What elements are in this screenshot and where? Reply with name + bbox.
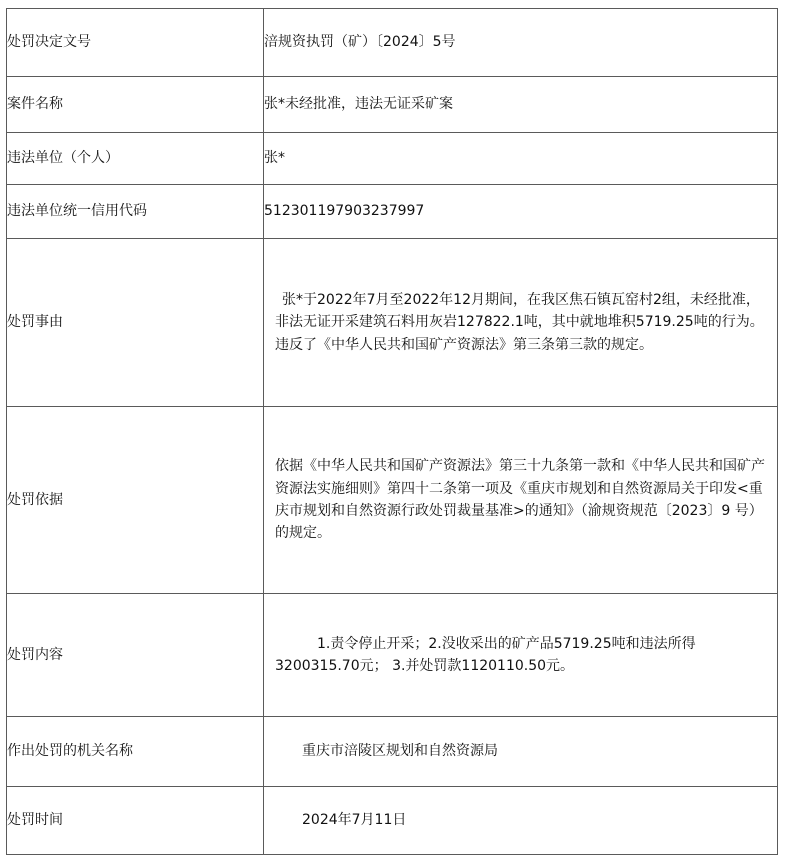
table-row — [7, 185, 778, 239]
table-row — [7, 77, 778, 133]
row-value-basis: 依据《中华人民共和国矿产资源法》第三十九条第一款和《中华人民共和国矿产资源法实施细则》第四十二条第一项及《重庆市规划和自然资源局关于印发<重庆市规划和自然资源行政处罚裁量基准>的通知》（渝规资规范〔2023〕9 号）的规定。 — [275, 458, 765, 542]
table-row — [7, 9, 778, 77]
row-value-case-name: 张*未经批准，违法无证采矿案 — [264, 77, 778, 133]
row-label-decision-number: 处罚决定文号 — [7, 9, 264, 77]
row-label-violator: 违法单位（个人） — [7, 133, 264, 185]
row-value-date: 2024年7月11日 — [264, 787, 778, 855]
row-label-case-name: 案件名称 — [7, 77, 264, 133]
row-label-reason: 处罚事由 — [7, 239, 264, 407]
row-value-credit-code: 512301197903237997 — [264, 185, 778, 239]
row-value-decision-number: 涪规资执罚（矿）〔2024〕5号 — [264, 9, 778, 77]
row-value-reason: 张*于2022年7月至2022年12月期间，在我区焦石镇瓦窑村2组，未经批准，非法无证开采建筑石料用灰岩127822.1吨，其中就地堆积5719.25吨的行为。违反了《中华人民共和国矿产资源法》第三条第三款的规定。 — [275, 291, 764, 353]
row-label-basis: 处罚依据 — [7, 407, 264, 594]
row-value-content: 1.责令停止开采；2.没收采出的矿产品5719.25吨和违法所得3200315.70元； 3.并处罚款1120110.50元。 — [275, 635, 696, 674]
row-value-authority: 重庆市涪陵区规划和自然资源局 — [264, 717, 778, 787]
table-row — [7, 717, 778, 787]
row-value-violator: 张* — [264, 133, 778, 185]
row-label-authority: 作出处罚的机关名称 — [7, 717, 264, 787]
table-row — [7, 133, 778, 185]
table-row — [7, 594, 778, 717]
row-label-content: 处罚内容 — [7, 594, 264, 717]
penalty-info-table — [6, 8, 778, 855]
row-label-date: 处罚时间 — [7, 787, 264, 855]
table-row — [7, 407, 778, 594]
table-row — [7, 239, 778, 407]
row-label-credit-code: 违法单位统一信用代码 — [7, 185, 264, 239]
table-row — [7, 787, 778, 855]
